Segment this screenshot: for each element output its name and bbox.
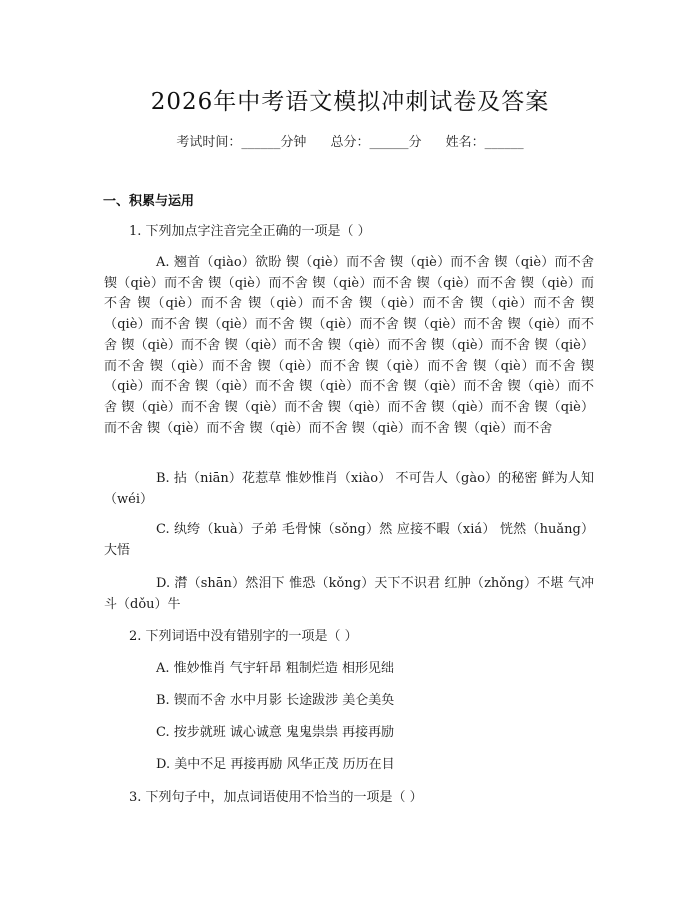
question-1-option-a: A. 翘首（qiào）欲盼 锲（qiè）而不舍 锲（qiè）而不舍 锲（qiè）而不舍 锲（qiè）而不舍 锲（qiè）而不舍 锲（qiè）而不舍 锲（qiè）而不舍 锲（qiè）而不舍 锲（qiè）而不舍 锲（qiè）而不舍 锲（qiè）而不舍 锲（qiè）而不舍 锲（qiè）而不舍 锲（qiè）而不舍 锲（qiè）而不舍 锲（qiè）而不舍 锲（qiè）而不舍 锲（qiè）而不舍 锲（qiè）而不舍 锲（qiè）而不舍 锲（qiè）而不舍 锲（qiè）而不舍 锲（qiè）而不舍 锲（qiè）而不舍 锲（qiè）而不舍 锲（qiè）而不舍 锲（qiè）而不舍 锲（qiè）而不舍 锲（qiè）而不舍 锲（qiè）而不舍 锲（qiè）而不舍 锲（qiè）而不舍 锲（qiè）而不舍 锲（qiè）而不舍 锲（qiè）而不舍 锲（qiè）而不舍 锲（qiè）而不舍 锲（qiè）而不舍 锲（qiè）而不舍 锲（qiè）而不舍 — [104, 255, 594, 436]
question-2-stem: 2. 下列词语中没有错别字的一项是（ ） — [129, 629, 358, 644]
question-2-option-c: C. 按步就班 诚心诚意 鬼鬼祟祟 再接再励 — [156, 725, 395, 740]
question-1-option-b: B. 拈（niān）花惹草 惟妙惟肖（xiào） 不可告人（gào）的秘密 鲜为人知（wéi） — [104, 471, 594, 507]
question-2-option-b: B. 锲而不舍 水中月影 长途跋涉 美仑美奂 — [156, 693, 395, 708]
question-1-option-c: C. 纨绔（kuà）子弟 毛骨悚（sǒng）然 应接不暇（xiá） 恍然（huǎng）大悟 — [104, 522, 594, 558]
section-heading: 一、积累与运用 — [103, 194, 195, 209]
total-score-field: 总分：______分 — [330, 135, 422, 150]
document-title: 2026年中考语文模拟冲刺试卷及答案 — [150, 89, 550, 115]
question-2-option-a: A. 惟妙惟肖 气宇轩昂 粗制烂造 相形见绌 — [156, 661, 395, 676]
exam-info-line — [0, 131, 700, 150]
question-1-stem: 1. 下列加点字注音完全正确的一项是（ ） — [129, 224, 371, 239]
question-2-option-d: D. 美中不足 再接再励 风华正茂 历历在目 — [156, 757, 395, 772]
question-3-stem: 3. 下列句子中，加点词语使用不恰当的一项是（ ） — [129, 790, 423, 805]
student-name-field: 姓名：______ — [445, 135, 524, 150]
question-1-option-d: D. 潸（shān）然泪下 惟恐（kǒng）天下不识君 红肿（zhǒng）不堪 气冲斗（dǒu）牛 — [104, 576, 594, 612]
exam-time-field: 考试时间：______分钟 — [176, 135, 307, 150]
